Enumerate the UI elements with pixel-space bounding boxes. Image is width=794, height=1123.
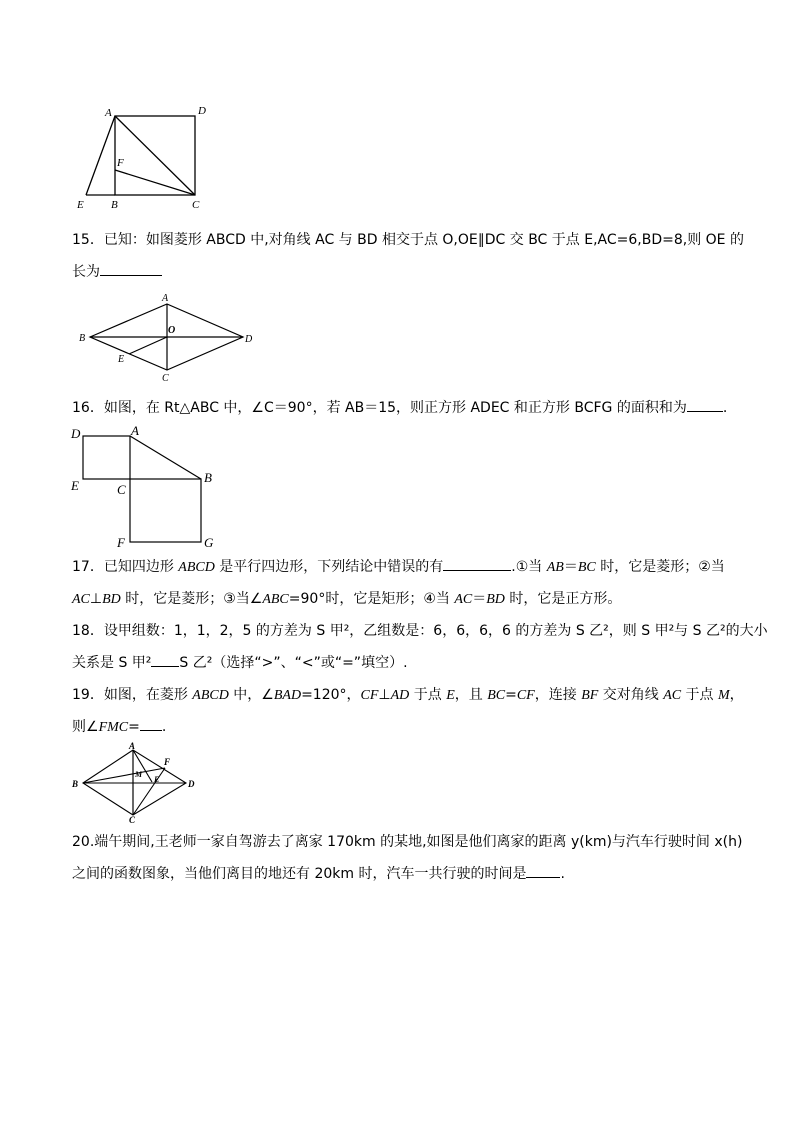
- q19-part: 中，∠: [228, 687, 274, 703]
- q18-stem-cont: 关系是 S 甲²: [72, 655, 152, 671]
- q19-label-b: B: [72, 779, 79, 789]
- q15-text-line1: [72, 230, 742, 250]
- q16-label-a: A: [131, 423, 139, 438]
- q17-number: 17．: [72, 559, 104, 575]
- q19-label-m: M: [135, 770, 143, 779]
- q20-answer-blank[interactable]: [526, 864, 560, 878]
- q19-part: =120°，: [301, 687, 361, 703]
- q19-var: CF: [360, 688, 379, 703]
- q19-part: ，: [729, 687, 744, 703]
- q19-var: AD: [390, 688, 410, 703]
- q17-part: .①当: [511, 559, 547, 575]
- q19-var: AC: [663, 688, 682, 703]
- q15-label-o: O: [168, 325, 176, 336]
- q20-text-line2: [72, 864, 742, 884]
- q14-label-d: D: [198, 105, 206, 117]
- q19-part: =: [505, 687, 517, 703]
- q17-part: ＝: [563, 559, 578, 575]
- q17-var: ABCD: [178, 560, 215, 575]
- q19-text-line1: [72, 685, 742, 706]
- q17-part: 时，它是正方形。: [504, 591, 622, 607]
- q20-period: .: [560, 866, 565, 882]
- q19-label-e: E: [154, 775, 160, 784]
- q17-part: ＝: [472, 591, 487, 607]
- q18-text-line2: [72, 653, 742, 673]
- q17-answer-blank[interactable]: [443, 557, 511, 571]
- q17-part: 是平行四边形，下列结论中错误的有: [214, 559, 444, 575]
- q17-part: 已知四边形: [103, 559, 179, 575]
- q14-label-f: F: [117, 157, 124, 169]
- q19-var: ABCD: [192, 688, 229, 703]
- q14-label-b: B: [111, 199, 118, 211]
- q19-part: 于点: [409, 687, 447, 703]
- q18-answer-blank[interactable]: [151, 653, 179, 667]
- q16-label-f: F: [117, 535, 125, 550]
- q15-number: 15．: [72, 232, 104, 248]
- q18-stem: 设甲组数：1，1，2，5 的方差为 S 甲²，乙组数是：6，6，6，6 的方差为 S 乙²，则 S 甲²与 S 乙²的大小: [103, 623, 768, 639]
- q14-label-c: C: [192, 199, 200, 211]
- q16-label-e: E: [71, 478, 79, 493]
- q19-var: M: [718, 688, 730, 703]
- q15-text-line2: [72, 262, 742, 282]
- q19-var: BC: [487, 688, 506, 703]
- q15-label-b: B: [79, 333, 86, 344]
- q19-label-a: A: [129, 741, 136, 751]
- q17-var: BD: [486, 592, 505, 607]
- q19-part: ，且: [454, 687, 488, 703]
- q16-stem: 如图，在 Rt△ABC 中，∠C＝90°，若 AB＝15，则正方形 ADEC 和正方形 BCFG 的面积和为: [103, 400, 687, 416]
- q17-var: BC: [577, 560, 596, 575]
- q15-answer-blank[interactable]: [100, 262, 162, 276]
- q16-label-g: G: [204, 535, 214, 550]
- q18-stem-end: S 乙²（选择“>”、“<”或“=”填空）.: [179, 655, 408, 671]
- q15-label-d: D: [245, 334, 253, 345]
- q19-var: CF: [516, 688, 535, 703]
- q16-period: .: [722, 400, 728, 416]
- q17-var: AB: [546, 560, 564, 575]
- q17-part: =90°时，它是矩形；④当: [288, 591, 455, 607]
- q19-part: ，连接: [534, 687, 582, 703]
- q19-label-d: D: [188, 779, 195, 789]
- q19-part: =: [128, 719, 140, 735]
- q19-var: E: [446, 688, 455, 703]
- q18-text-line1: [72, 621, 768, 641]
- q15-label-c: C: [162, 373, 169, 384]
- q17-part: 时，它是菱形；②当: [595, 559, 725, 575]
- q15-rhombus-figure: [75, 290, 265, 385]
- q17-part: ⊥: [89, 591, 103, 607]
- q19-part: ⊥: [378, 687, 391, 703]
- q19-part: 交对角线: [598, 687, 664, 703]
- q19-number: 19．: [72, 687, 104, 703]
- q16-number: 16．: [72, 400, 104, 416]
- q14-label-a: A: [105, 107, 112, 119]
- q19-var: BF: [581, 688, 599, 703]
- q16-answer-blank[interactable]: [687, 398, 723, 412]
- q17-text-line1: [72, 557, 742, 578]
- q16-label-b: B: [204, 470, 212, 485]
- q17-var: AC: [454, 592, 473, 607]
- q20-text-line1: [72, 832, 742, 852]
- q20-number: 20.: [72, 834, 95, 850]
- q16-label-d: D: [71, 426, 81, 441]
- q15-stem: 已知：如图菱形 ABCD 中,对角线 AC 与 BD 相交于点 O,OE∥DC 交 BC 于点 E,AC=6,BD=8,则 OE 的: [103, 232, 744, 248]
- q15-label-e: E: [118, 354, 125, 365]
- q15-label-a: A: [162, 293, 169, 304]
- q19-text-line2: [72, 717, 742, 738]
- q19-part: 于点: [681, 687, 718, 703]
- q19-var: BAD: [273, 688, 302, 703]
- q19-rhombus-figure: [68, 740, 203, 825]
- q15-stem-cont: 长为: [72, 264, 100, 280]
- q17-part: 时，它是菱形；③当∠: [120, 591, 263, 607]
- q19-label-f: F: [164, 757, 171, 767]
- q19-part: 则∠: [72, 719, 99, 735]
- q17-var: ABC: [262, 592, 289, 607]
- q16-label-c: C: [117, 482, 126, 497]
- q16-squares-figure: [65, 420, 225, 550]
- q19-answer-blank[interactable]: [140, 717, 162, 731]
- q19-label-c: C: [129, 815, 136, 825]
- q18-number: 18．: [72, 623, 104, 639]
- q17-var: AC: [72, 592, 90, 607]
- q17-text-line2: [72, 589, 742, 610]
- q20-stem: 端午期间,王老师一家自驾游去了离家 170km 的某地,如图是他们离家的距离 y(km)与汽车行驶时间 x(h): [94, 834, 743, 850]
- q19-part: .: [161, 719, 167, 735]
- q14-label-e: E: [77, 199, 84, 211]
- q19-part: 如图，在菱形: [103, 687, 193, 703]
- q20-stem-cont: 之间的函数图象，当他们离目的地还有 20km 时，汽车一共行驶的时间是: [72, 866, 527, 882]
- q14-figure: [70, 100, 220, 215]
- q16-text: [72, 398, 742, 418]
- q17-var: BD: [102, 592, 121, 607]
- q19-var: FMC: [98, 720, 129, 735]
